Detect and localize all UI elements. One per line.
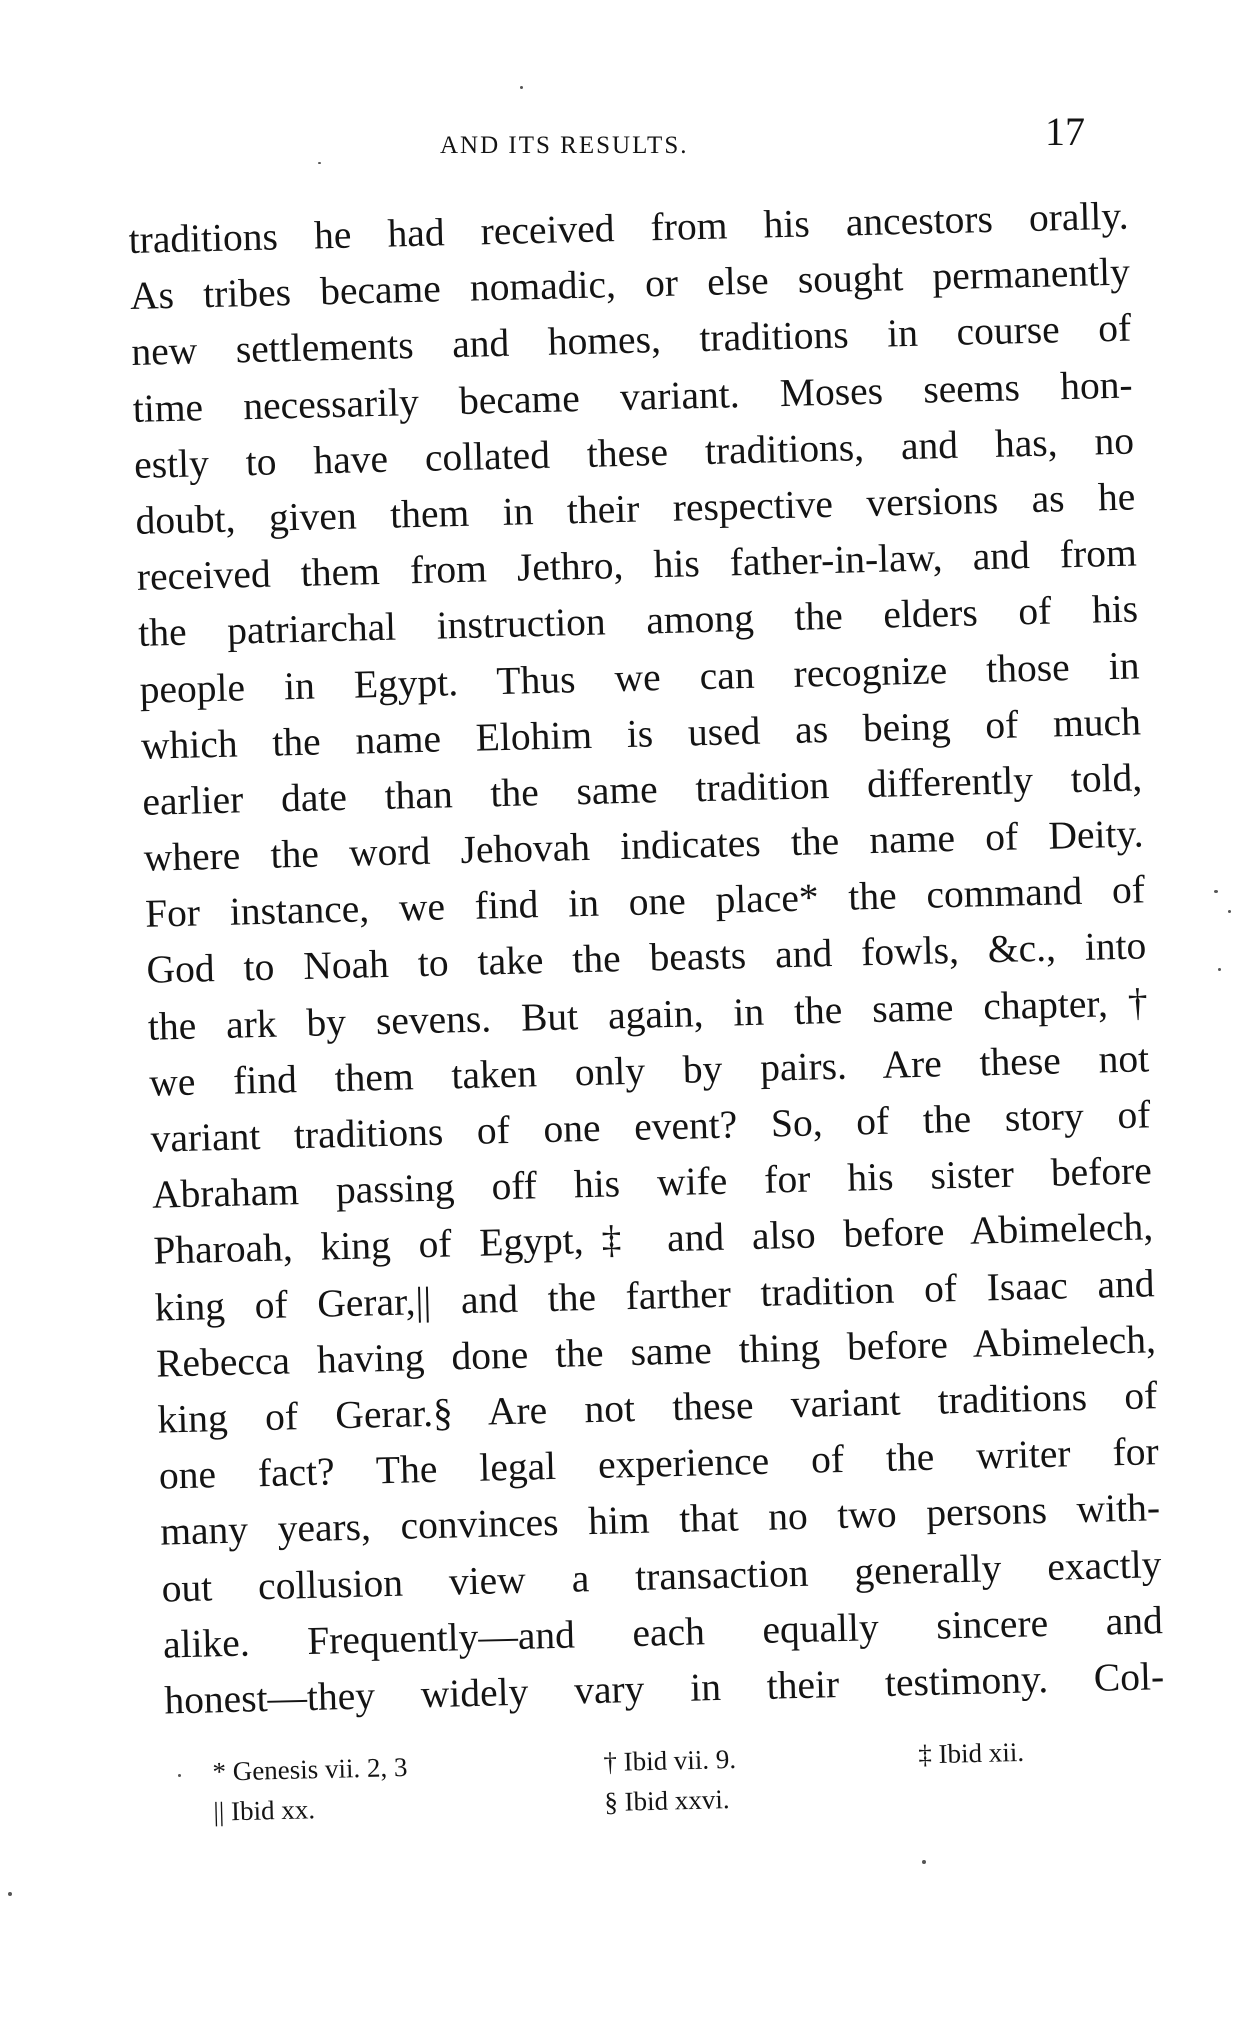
text-line: we find them taken only by pairs. Are these not <box>148 1036 1150 1105</box>
text-line: out collusion view a transaction generally exactly <box>161 1541 1162 1611</box>
text-line: Rebecca having done the same thing before Abimelech, <box>155 1316 1157 1386</box>
text-line: king of Gerar,|| and the farther tradition of Isaac and <box>154 1260 1156 1330</box>
paper-speck <box>520 86 523 89</box>
paper-speck <box>178 1774 181 1777</box>
text-line: one fact? The legal experience of the writer for <box>158 1429 1160 1498</box>
text-line: which the name Elohim is used as being of much <box>140 699 1142 768</box>
footnote: || Ibid xx. <box>213 1794 316 1827</box>
footnote: † Ibid vii. 9. <box>603 1743 737 1778</box>
text-line: alike. Frequently—and each equally sincere and <box>162 1597 1164 1667</box>
text-line: king of Gerar.§ Are not these variant traditions of <box>156 1373 1158 1442</box>
text-line: people in Egypt. Thus we can recognize those in <box>139 642 1140 712</box>
text-line: God to Noah to take the beasts and fowls, &c., into <box>145 923 1147 993</box>
text-line: estly to have collated these traditions, and has, no <box>133 418 1135 487</box>
running-head: AND ITS RESULTS. <box>440 132 689 159</box>
text-line: earlier date than the same tradition differently told, <box>141 755 1143 824</box>
footnotes <box>200 1730 1102 1832</box>
paper-speck <box>8 1892 12 1896</box>
paper-speck <box>318 162 321 164</box>
text-line: time necessarily became variant. Moses seems hon- <box>132 362 1134 431</box>
paper-speck <box>1218 968 1221 971</box>
footnote: * Genesis vii. 2, 3 <box>212 1751 408 1787</box>
page-number: 17 <box>1045 109 1085 154</box>
text-line: the ark by sevens. But again, in the same chapter,† <box>147 979 1149 1049</box>
text-line: many years, convinces him that no two persons with- <box>159 1485 1161 1554</box>
text-line: Pharoah, king of Egypt,‡ and also before Abimelech, <box>152 1204 1154 1274</box>
footnote: § Ibid xxvi. <box>603 1784 730 1818</box>
text-line: traditions he had received from his ancestors orally. <box>128 193 1129 262</box>
text-line: Abraham passing off his wife for his sister before <box>151 1148 1153 1217</box>
paper-speck <box>922 1860 926 1864</box>
footnote: ‡ Ibid xii. <box>917 1736 1025 1770</box>
text-line: variant traditions of one event? So, of the story of <box>150 1092 1151 1161</box>
body-text <box>128 188 1165 1729</box>
text-line: the patriarchal instruction among the elders of his <box>137 586 1139 656</box>
text-line: For instance, we find in one place* the command of <box>144 867 1146 937</box>
text-line: received them from Jethro, his father-in-law, and from <box>136 530 1138 600</box>
text-line: where the word Jehovah indicates the name of Deity. <box>143 811 1145 880</box>
text-line: As tribes became nomadic, or else sought permanently <box>129 249 1131 319</box>
paper-speck <box>1214 890 1218 893</box>
text-line: new settlements and homes, traditions in course of <box>130 305 1132 375</box>
text-line: doubt, given them in their respective versions as he <box>135 474 1136 543</box>
paper-speck <box>1228 910 1231 913</box>
text-line: honest—they widely vary in their testimony. Col- <box>163 1654 1165 1723</box>
